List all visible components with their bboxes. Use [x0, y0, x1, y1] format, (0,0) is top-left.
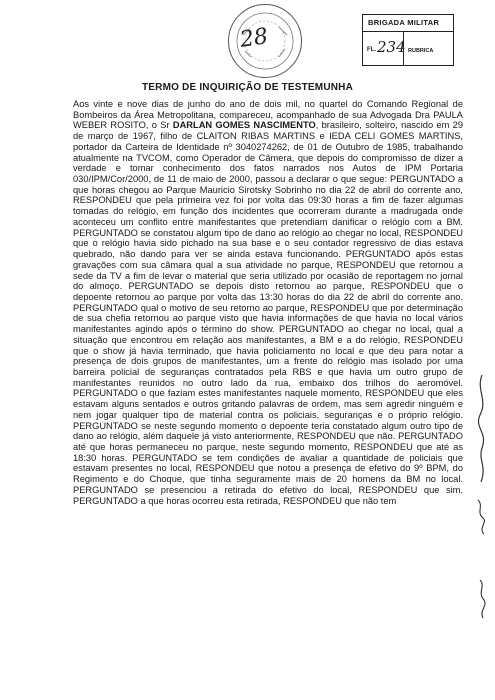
body-text-part-1: Aos vinte e nove dias de junho do ano de dois mil, no quartel do Comando Regional de Bombeiros da Área Metropolitana, compareceu, acompanhado de sua Advogada Dra PAULA WEBER ROSITO, o Sr — [73, 99, 463, 131]
stamp-title: BRIGADA MILITAR — [368, 18, 440, 27]
margin-signature-icon — [472, 370, 492, 630]
stamp-fl-label: FL. — [367, 47, 376, 53]
body-text-part-2: , brasileiro, solteiro, nascido em 29 de março de 1967, filho de CLAITON RIBAS MARTINS e IEDA CELI GOMES MARTINS, portador da Carteira de Identidade nº 3040274262, de 01 de Outubro de 1985, trabalhando atualmente na TVCOM, como Operador de Câmera, que depois do compromisso de dizer a verdade e tomar conhecimento dos fatos narrados nos Autos de IPM Portaria 030/IPM/Cor/2000, de 11 de maio de 2000, passou a declarar o que segue: PERGUNTADO a que horas chegou ao Parque Mauricio Sirotsky Sobrinho no dia 22 de abril do corrente ano, RESPONDEU que pela primeira vez foi por volta das 09:30 horas a fim de fazer algumas tomadas do relógio, em função dos incidentes que ocorreram durante a madrugada onde aconteceu um conflito entre manifestantes que pretendiam danificar o relógio com a BM. PERGUNTADO se constatou algum tipo de dano ao relógio ao chegar no local, RESPONDEU que o relógio havia sido pichado na sua base e o seu contador regressivo de dias estava quebrado, não dando para ver se ainda estava funcionando. PERGUNTADO após estas gravações com sua câmara qual a sua atividade no parque, RESPONDEU que retornou a sede da TV a fim de levar o material que seria utilizado por ocasião de reportagem no jornal do almoço. PERGUNTADO se depois disto retornou ao parque, RESPONDEU que o depoente retornou ao parque por volta das 13:30 horas do dia 22 de abril do corrente ano. PERGUNTADO qual o motivo de seu retorno ao parque, RESPONDEU que por determinação de sua chefia retornou ao parque visto que havia informações de que havia no local vários manifestantes agindo após o término do show. PERGUNTADO ao chegar no local, qual a situação que encontrou em relação aos manifestantes, a BM e a do relógio, RESPONDEU que o show já havia terminado, que havia policiamento no local e que deu para notar a presença de dois grupos de manifestantes, um a frente do relógio mas isolado por uma barreira policial de seguranças contratados pela RBS e que havia um outro grupo de manifestantes reunidos no outro lado da rua, embaixo dos trilhos do aeromóvel. PERGUNTADO o que faziam estes manifestantes naquele momento, RESPONDEU que eles estavam alguns sentados e outros gritando palavras de ordem, mas sem agredir ninguém e nem jogar qualquer tipo de material contra os policiais, seguranças e o próprio relógio. PERGUNTADO se neste segundo momento o depoente teria constatado algum outro tipo de dano ao relógio, além daquele já visto anteriormente, RESPONDEU que não. PERGUNTADO até que horas permaneceu no parque, neste segundo momento, RESPONDEU que até as 18:30 horas. PERGUNTADO se tem condições de avaliar a quantidade de policiais que estavam presentes no local, RESPONDEU que notou a presença de efetivo do 9º BPM, do Regimento e do Choque, que tinha seguramente mais de 20 homens da BM no local. PERGUNTADO se presenciou a retirada do efetivo do local, RESPONDEU que sim. PERGUNTADO a que horas ocorreu esta retirada, RESPONDEU que não tem — [73, 120, 463, 506]
witness-name: DARLAN GOMES NASCIMENTO — [172, 120, 316, 131]
stamp-vertical-divider — [403, 31, 404, 65]
document-title: TERMO DE INQUIRIÇÃO DE TESTEMUNHA — [141, 82, 354, 93]
document-body — [73, 99, 463, 695]
stamp-rubrica-label: RUBRICA — [408, 48, 434, 54]
stamp-divider — [363, 31, 453, 32]
brigada-militar-stamp — [362, 14, 454, 66]
stamp-page-number: 234 — [377, 38, 406, 56]
handwritten-initials: 28 — [238, 24, 270, 53]
